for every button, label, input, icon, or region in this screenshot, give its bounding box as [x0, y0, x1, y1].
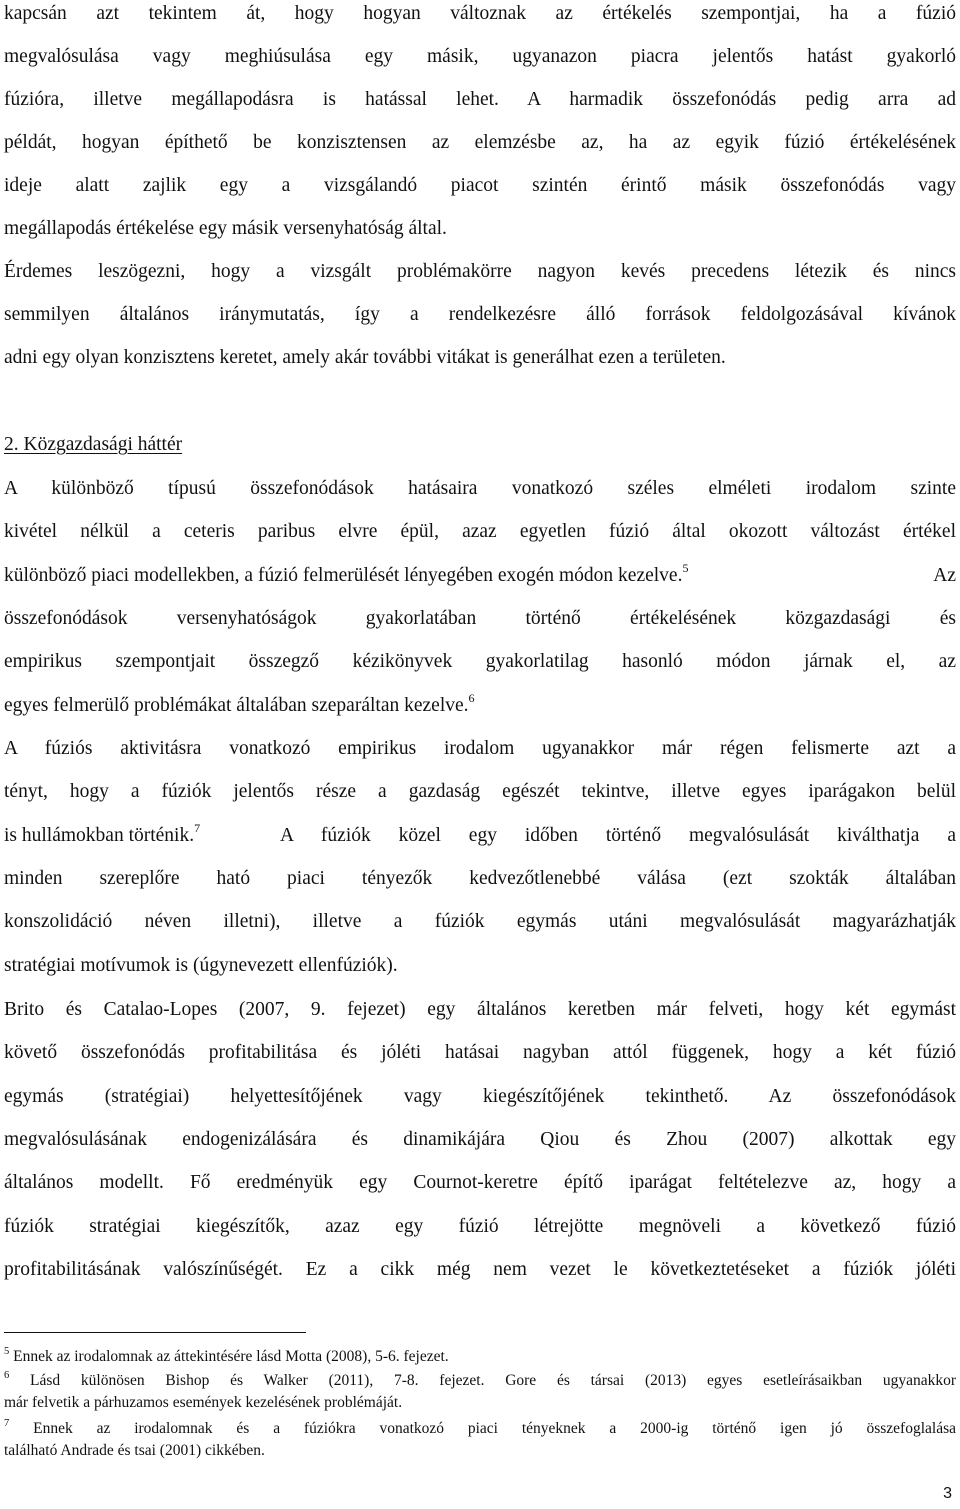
text-line: követő összefonódás profitabilitása és jóléti hatásai nagyban attól függenek, hogy a két fúzió — [4, 1042, 956, 1063]
text-line: A fúziós aktivitásra vonatkozó empirikus irodalom ugyanakkor már régen felismerte azt a — [4, 738, 956, 759]
text-line: tényt, hogy a fúziók jelentős része a gazdaság egészét tekintve, illetve egyes iparágakon belül — [4, 781, 956, 802]
text-line: kivétel nélkül a ceteris paribus elvre épül, azaz egyetlen fúzió által okozott változást értékel — [4, 521, 956, 542]
text-line: megállapodás értékelése egy másik versenyhatóság által. — [4, 218, 447, 239]
text-segment: egyes felmerülő problémákat általában szeparáltan kezelve. — [4, 695, 469, 716]
text-segment: A fúziók közel egy időben történő megvalósulását kiválthatja a — [280, 825, 956, 846]
text-line: Érdemes leszögezni, hogy a vizsgált problémakörre nagyon kevés precedens létezik és nincs — [4, 261, 956, 282]
text-line: profitabilitásának valószínűségét. Ez a cikk még nem vezet le következtetéseket a fúziók jóléti — [4, 1259, 956, 1280]
text-line: semmilyen általános iránymutatás, így a rendelkezésre álló források feldolgozásával kívánok — [4, 304, 956, 325]
text-line: ideje alatt zajlik egy a vizsgálandó piacot szintén érintő másik összefonódás vagy — [4, 175, 956, 196]
text-line: példát, hogyan építhető be konzisztensen az elemzésbe az, ha az egyik fúzió értékelésének — [4, 132, 956, 153]
section-heading — [4, 433, 956, 457]
text-segment: különböző piaci modellekben, a fúzió felmerülését lényegében exogén módon kezelve. — [4, 565, 683, 586]
footnote-number: 7 — [4, 1418, 10, 1429]
text-line: Brito és Catalao-Lopes (2007, 9. fejezet) egy általános keretben már felveti, hogy két egymást — [4, 999, 956, 1020]
text-line: stratégiai motívumok is (úgynevezett ellenfúziók). — [4, 955, 398, 976]
footnote-line — [4, 1419, 956, 1439]
page-number: 3 — [943, 1485, 952, 1502]
footnote-text: Ennek az irodalomnak az áttekintésére lásd Motta (2008), 5-6. fejezet. — [13, 1348, 449, 1365]
footnote-line — [4, 1371, 956, 1391]
text-line: fúziók stratégiai kiegészítők, azaz egy fúzió létrejötte megnöveli a következő fúzió — [4, 1216, 956, 1237]
footnote-line: már felvetik a párhuzamos események kezelésének problémáját. — [4, 1394, 403, 1411]
text-segment: Az — [933, 565, 956, 586]
text-line: összefonódások versenyhatóságok gyakorlatában történő értékelésének közgazdasági és — [4, 608, 956, 629]
footnote-number: 5 — [4, 1346, 10, 1357]
footnote-reference: 5 — [682, 561, 689, 575]
text-line: konszolidáció néven illetni), illetve a fúziók egymás utáni megvalósulását magyarázhatják — [4, 911, 956, 932]
text-line: minden szereplőre ható piaci tényezők kedvezőtlenebbé válása (ezt szokták általában — [4, 868, 956, 889]
footnote-reference: 7 — [194, 821, 201, 835]
text-segment: is hullámokban történik. — [4, 825, 195, 846]
text-line — [4, 561, 956, 588]
text-line: kapcsán azt tekintem át, hogy hogyan változnak az értékelés szempontjai, ha a fúzió — [4, 3, 956, 24]
footnote-number: 6 — [4, 1370, 10, 1381]
footnote-line — [4, 1347, 956, 1367]
text-line: általános modellt. Fő eredményük egy Cournot-keretre építő iparágat feltételezve az, hogy a — [4, 1172, 956, 1193]
text-line: megvalósulása vagy meghiúsulása egy másik, ugyanazon piacra jelentős hatást gyakorló — [4, 46, 956, 67]
text-line: A különböző típusú összefonódások hatásaira vonatkozó széles elméleti irodalom szinte — [4, 478, 956, 499]
text-line: egymás (stratégiai) helyettesítőjének vagy kiegészítőjének tekinthető. Az összefonódások — [4, 1086, 956, 1107]
footnote-separator — [4, 1332, 306, 1333]
text-line — [4, 691, 956, 718]
section-heading-text: 2. Közgazdasági háttér — [4, 434, 183, 455]
text-line: megvalósulásának endogenizálására és dinamikájára Qiou és Zhou (2007) alkottak egy — [4, 1129, 956, 1150]
text-line: adni egy olyan konzisztens keretet, amely akár további vitákat is generálhat ezen a területen. — [4, 347, 726, 368]
text-line: fúzióra, illetve megállapodásra is hatással lehet. A harmadik összefonódás pedig arra ad — [4, 89, 956, 110]
footnote-line: található Andrade és tsai (2001) cikkében. — [4, 1442, 265, 1459]
text-line: empirikus szempontjait összegző kézikönyvek gyakorlatilag hasonló módon járnak el, az — [4, 651, 956, 672]
text-line — [4, 821, 956, 848]
footnote-text: Lásd különösen Bishop és Walker (2011), 7-8. fejezet. Gore és társai (2013) egyes esetleírásaikban ugyanakkor — [30, 1372, 957, 1389]
footnote-reference: 6 — [468, 691, 475, 705]
footnote-text: Ennek az irodalomnak és a fúziókra vonatkozó piaci tényeknek a 2000-ig történő igen jó összefoglalása — [33, 1420, 957, 1437]
